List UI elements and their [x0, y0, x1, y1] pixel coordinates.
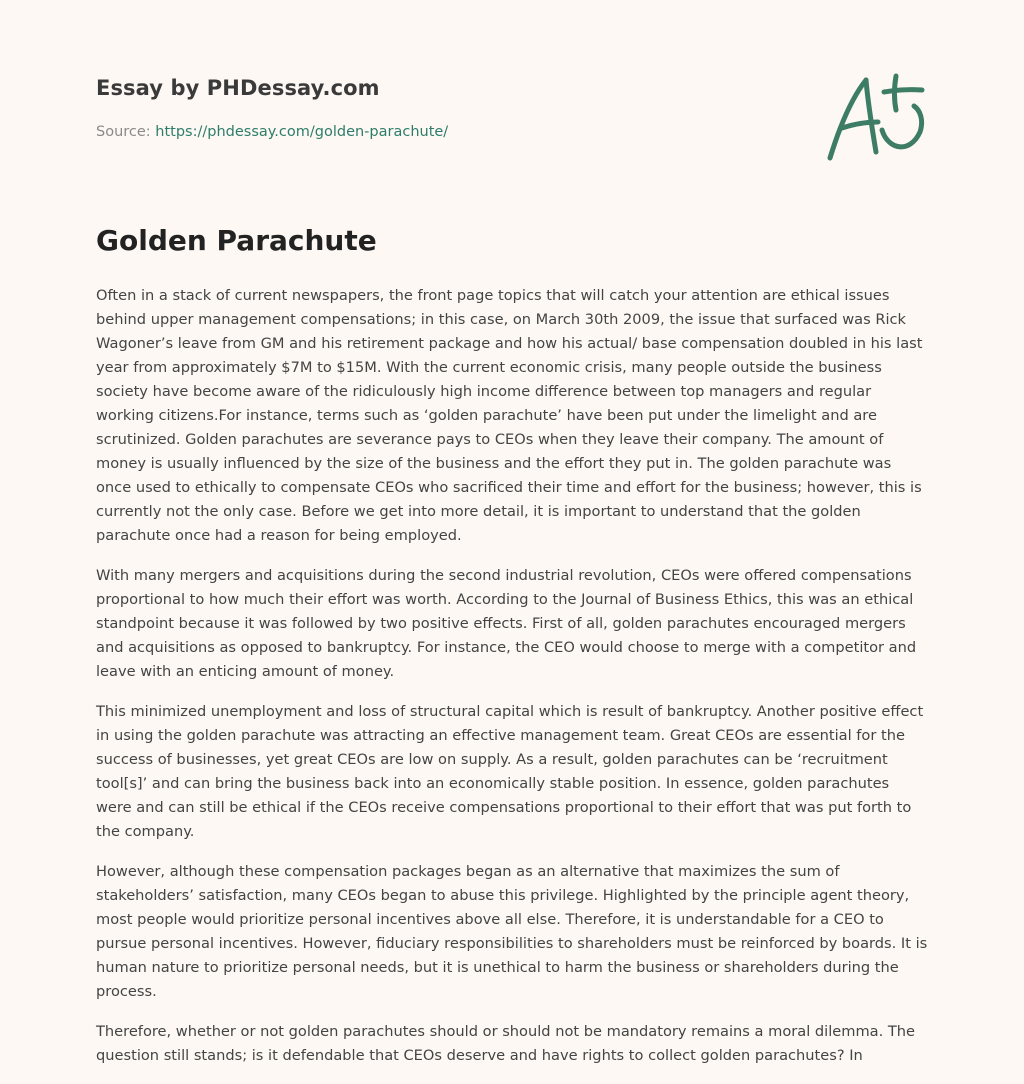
- essay-paragraph: Therefore, whether or not golden parachutes should or should not be mandatory remains a moral dilemma. The question still stands; is it defendable that CEOs deserve and have rights to collect golden parachutes? In: [96, 1023, 916, 1064]
- essay-paragraph: With many mergers and acquisitions during the second industrial revolution, CEOs were offered compensations proportional to how much their effort was worth. According to the Journal of Business Ethics, this was an ethical standpoint because it was followed by two positive effects. First of all, golden parachutes encouraged mergers and acquisitions as opposed to bankruptcy. For instance, the CEO would choose to merge with a competitor and leave with an enticing amount of money.: [96, 567, 917, 680]
- source-label: Source:: [96, 124, 151, 140]
- essay-paragraph: This minimized unemployment and loss of structural capital which is result of bankruptcy. Another positive effect in using the golden parachute was attracting an effective management team. Great CEOs are essential for the success of businesses, yet great CEOs are low on supply. As a result, golden parachutes can be ‘recruitment tool[s]’ and can bring the business back into an economically stable position. In essence, golden parachutes were and can still be ethical if the CEOs receive compensations proportional to their effort that was put forth to the company.: [96, 703, 924, 840]
- site-title: Essay by PHDessay.com: [96, 76, 380, 100]
- source-line: [96, 124, 448, 140]
- source-link[interactable]: https://phdessay.com/golden-parachute/: [155, 124, 449, 140]
- essay-title: Golden Parachute: [96, 224, 377, 257]
- essay-paragraph: However, although these compensation packages began as an alternative that maximizes the sum of stakeholders’ satisfaction, many CEOs began to abuse this privilege. Highlighted by the principle agent theory, most people would prioritize personal incentives above all else. Therefore, it is understandable for a CEO to pursue personal incentives. However, fiduciary responsibilities to shareholders must be reinforced by boards. It is human nature to prioritize personal needs, but it is unethical to harm the business or shareholders during the process.: [96, 863, 928, 1000]
- essay-body: [96, 284, 928, 1084]
- essay-paragraph: Often in a stack of current newspapers, the front page topics that will catch your attention are ethical issues behind upper management compensations; in this case, on March 30th 2009, the issue that surfaced was Rick Wagoner’s leave from GM and his retirement package and how his actual/ base compensation doubled in his last year from approximately $7M to $15M. With the current economic crisis, many people outside the business society have become aware of the ridiculously high income difference between top managers and regular working citizens.For instance, terms such as ‘golden parachute’ have been put under the limelight and are scrutinized. Golden parachutes are severance pays to CEOs when they leave their company. The amount of money is usually influenced by the size of the business and the effort they put in. The golden parachute was once used to ethically to compensate CEOs who sacrificed their time and effort for the business; however, this is currently not the only case. Before we get into more detail, it is important to understand that the golden parachute once had a reason for being employed.: [96, 287, 923, 544]
- a-plus-grade-icon: [824, 70, 928, 162]
